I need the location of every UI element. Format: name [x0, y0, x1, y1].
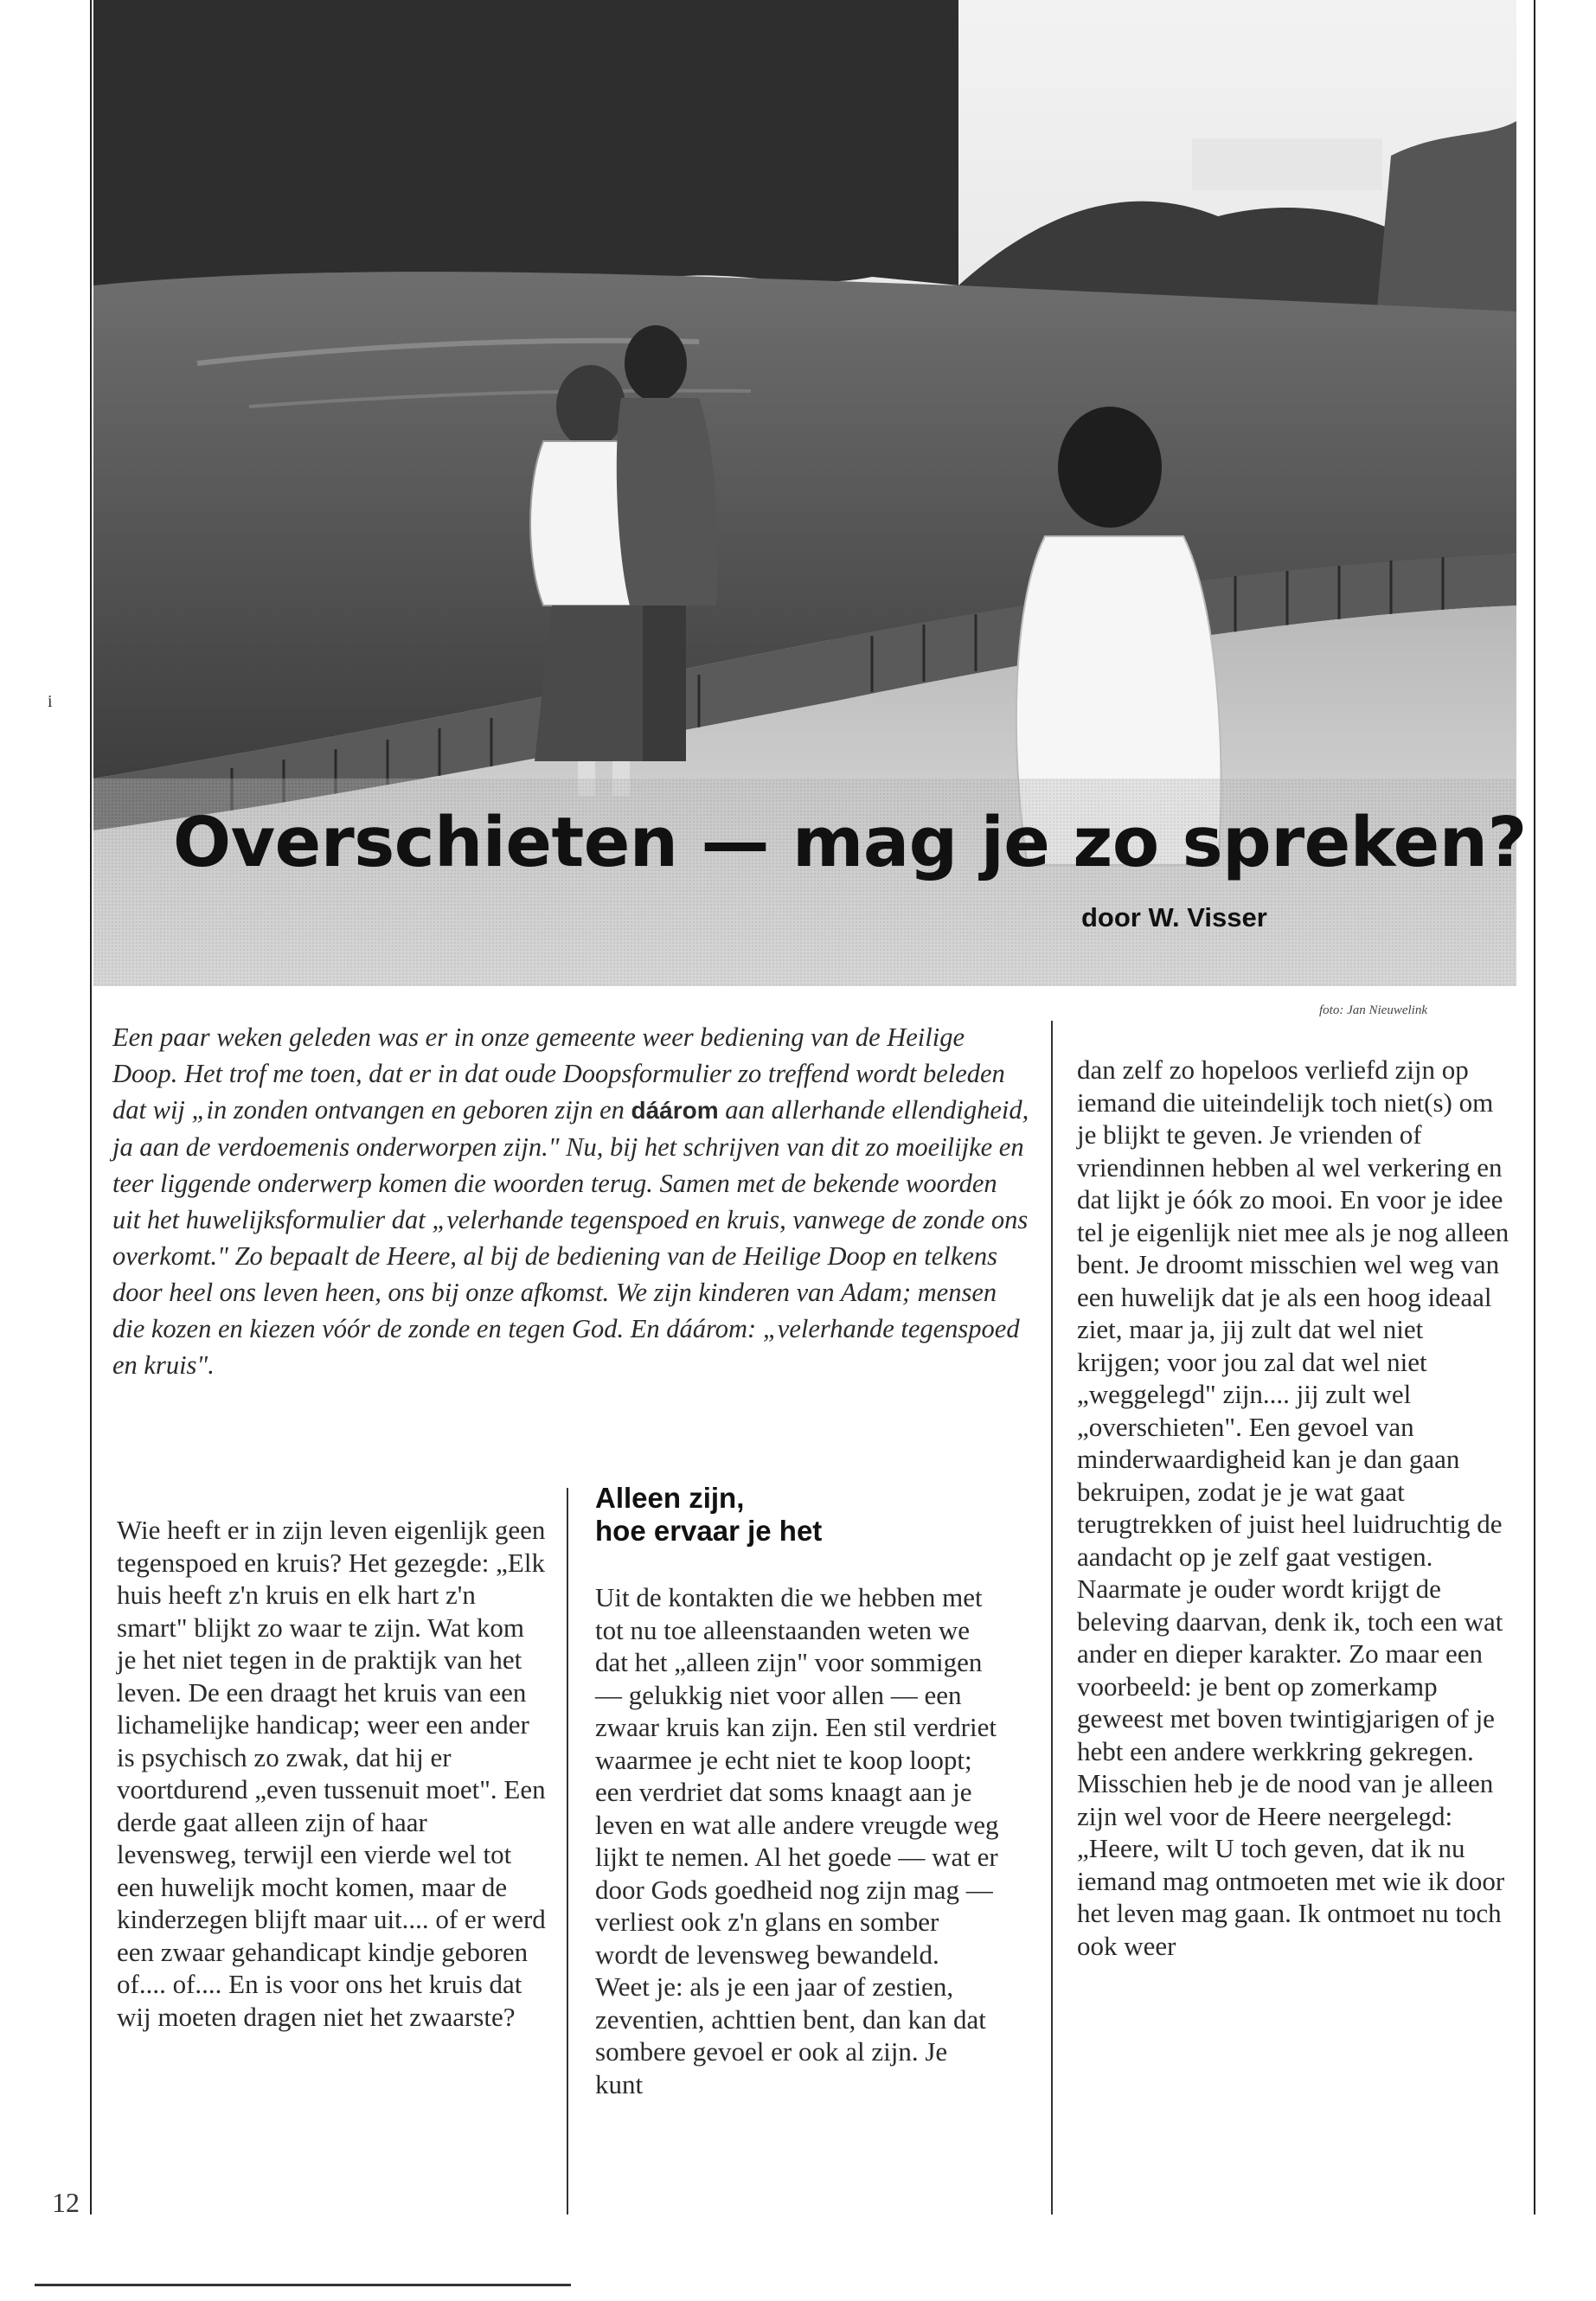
section-heading-line-2: hoe ervaar je het	[595, 1515, 823, 1547]
section-heading-line-1: Alleen zijn,	[595, 1482, 745, 1514]
intro-text-end: aan allerhande ellendigheid, ja aan de verdoemenis onderworpen zijn." Nu, bij het schrijven van dit zo moeilijke en teer liggende onderwerp komen die woorden terug. Samen met de bekende woorden uit het huwelijksformulier dat „velerhande tegenspoed en kruis, vanwege de zonde ons overkomt." Zo bepaalt de Heere, al bij de bediening van de Heilige Doop en telkens door heel ons leven heen, ons bij onze afkomst. We zijn kinderen van Adam; mensen die kozen en kiezen vóór de zonde en tegen God. En dáárom: „velerhande tegenspoed en kruis".	[112, 1095, 1029, 1380]
byline: door W. Visser	[1081, 902, 1267, 933]
column-rule-1	[567, 1488, 568, 2214]
section-heading	[595, 1482, 1010, 1548]
body-paragraph: Uit de kontakten die we hebben met tot nu toe alleenstaanden weten we dat het „alleen zijn" voor sommigen — gelukkig niet voor allen — een zwaar kruis kan zijn. Een stil verdriet waarmee je echt niet te koop loopt; een verdriet dat soms knaagt aan je leven en wat alle andere vreugde weg lijkt te nemen. Al het goede — wat er door Gods goedheid nog zijn mag — verliest ook z'n glans en somber wordt de levensweg bewandeld.	[595, 1582, 999, 1970]
body-column-1	[117, 1514, 549, 2033]
page-edge-bottom	[35, 2284, 571, 2286]
intro-text-start: Een paar weken geleden was er in onze gemeente weer bediening van de Heilige Doop. Het trof me toen, dat er in dat oude Doopsformulier zo treffend wordt beleden dat wij „in zonden ontvangen en geboren zijn en	[112, 1022, 1005, 1125]
body-column-3	[1077, 1054, 1509, 1962]
body-column-2	[595, 1581, 1002, 2100]
page-edge-right	[1534, 0, 1535, 2214]
article-title: Overschieten — mag je zo spreken?	[173, 803, 1527, 882]
page-edge-left	[90, 0, 92, 2214]
body-paragraph: Wie heeft er in zijn leven eigenlijk geen tegenspoed en kruis? Het gezegde: „Elk huis heeft z'n kruis en elk hart z'n smart" blijkt zo waar te zijn. Wat kom je het niet tegen in de praktijk van het leven. De een draagt het kruis van een lichamelijke handicap; weer een ander is psychisch zo zwak, dat hij er voortdurend „even tussenuit moet". Een derde gaat alleen zijn of haar levensweg, terwijl een vierde wel tot een huwelijk mocht komen, maar de kinderzegen blijft maar uit.... of er werd een zwaar gehandicapt kindje geboren of.... of.... En is voor ons het kruis dat wij moeten dragen niet het zwaarste?	[117, 1515, 546, 2032]
intro-paragraph	[112, 1019, 1029, 1383]
photo-credit: foto: Jan Nieuwelink	[1319, 1003, 1427, 1017]
page-number: 12	[52, 2187, 80, 2218]
body-paragraph: Naarmate je ouder wordt krijgt de beleving daarvan, denk ik, toch een wat ander en dieper karakter. Zo maar een voorbeeld: je bent op zomerkamp geweest met boven twintigjarigen of je hebt een andere werkkring gekregen. Misschien heb je de nood van je alleen zijn wel voor de Heere neergelegd: „Heere, wilt U toch geven, dat ik nu iemand mag ontmoeten met wie ik door het leven mag gaan. Ik ontmoet nu toch ook weer	[1077, 1574, 1505, 1961]
margin-mark: i	[48, 692, 53, 711]
body-paragraph: Weet je: als je een jaar of zestien, zeventien, achttien bent, dan kan dat sombere gevoel er ook al zijn. Je kunt	[595, 1971, 986, 2099]
body-paragraph: dan zelf zo hopeloos verliefd zijn op iemand die uiteindelijk toch niet(s) om je blijkt te geven. Je vrienden of vriendinnen hebben al wel verkering en dat lijkt je óók zo mooi. En voor je idee tel je eigenlijk niet mee als je nog alleen bent. Je droomt misschien wel weg van een huwelijk dat je als een hoog ideaal ziet, maar ja, jij zult dat wel niet krijgen; voor jou zal dat wel niet „weggelegd" zijn.... jij zult wel „overschieten". Een gevoel van minderwaardigheid kan je dan gaan bekruipen, zodat je je wat gaat terugtrekken of juist heel luidruchtig de aandacht op je zelf gaat vestigen.	[1077, 1054, 1509, 1572]
column-rule-2	[1051, 1021, 1053, 2214]
intro-bold-word: dáárom	[631, 1097, 719, 1124]
